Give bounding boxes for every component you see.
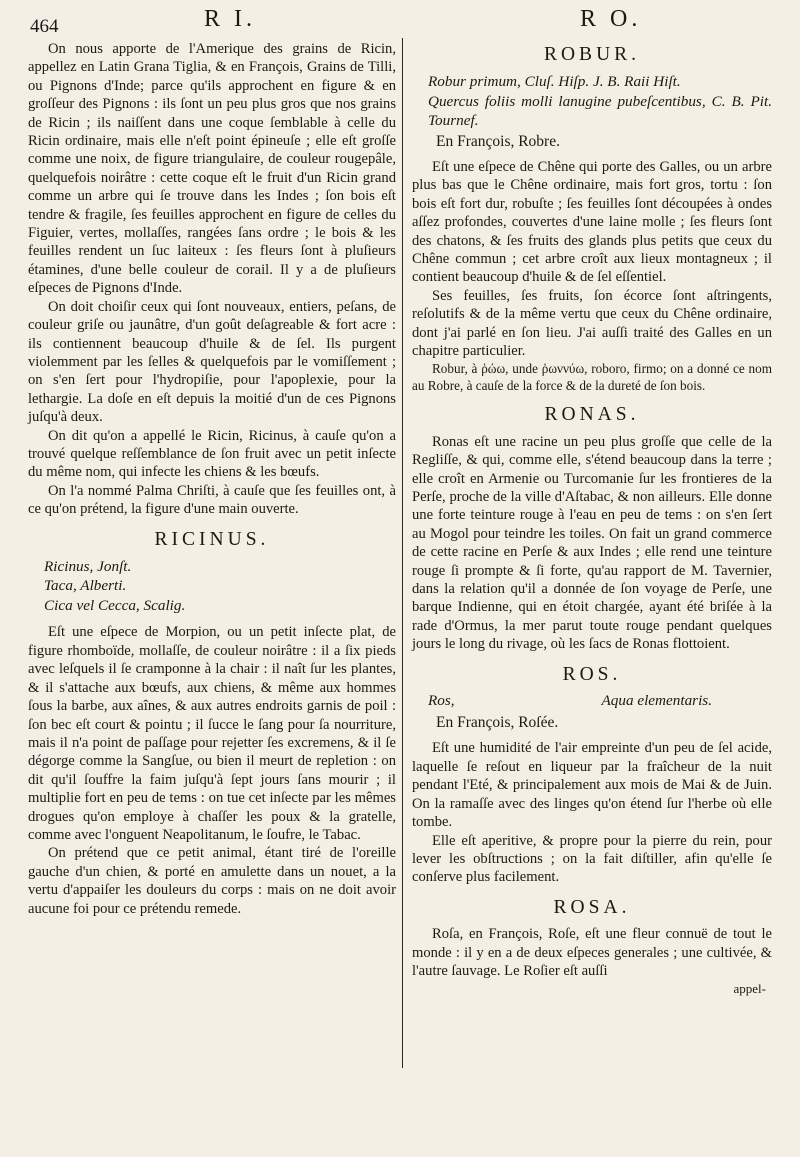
entry-title-ronas: RONAS. — [544, 404, 640, 426]
running-head-left: R I. — [204, 6, 256, 32]
right-column — [412, 40, 772, 999]
page-number: 464 — [30, 16, 59, 37]
paragraph-robur-description: Eſt une eſpece de Chêne qui porte des Galles, ou un arbre plus bas que le Chêne ordinaire, mais fort gros, tortu : ſon bois eſt fort dur, robuſte ; ſes feuilles ſont découpées à ondes aſſez profondes, couvertes d'une laine molle ; ſes fleurs ſont des chatons, & ſes fruits des glands plus petits que ceux du Chêne commun ; cet arbre croît aux lieux montagneux ; il contient beaucoup d'huile & de ſel eſſentiel. — [412, 158, 772, 286]
paragraph-robur-vertus: Ses feuilles, ſes fruits, ſon écorce ſont aſtringents, reſolutifs & de la même vertu que ceux du Chêne ordinaire, dont j'ai parlé en ſon lieu. J'ai auſſi traité des Galles en un chapitre particulier. — [412, 287, 772, 359]
french-name-robre: En François, Robre. — [436, 132, 560, 150]
paragraph-choix-pignons: On doit choiſir ceux qui ſont nouveaux, entiers, peſans, de couleur griſe ou jaunâtre, d'un goût deſagreable & fort acre : ils contiennent beaucoup d'huile & de ſel. Ils purgent violemment par les ſelles & quelquefois par le vomiſſement ; on s'en ſert pour l'hydropiſie, pour l'apoplexie, pour la lethargie. La doſe en eſt depuis la moitié d'un de ces Pignons juſqu'à deux. — [28, 298, 396, 426]
french-name-rosee: En François, Roſée. — [436, 714, 559, 732]
left-column — [28, 40, 396, 918]
entry-title-robur: ROBUR. — [543, 44, 641, 65]
synonym-row-ros — [428, 692, 712, 710]
paragraph-morpion: Eſt une eſpece de Morpion, ou un petit inſecte plat, de figure rhomboïde, mollaſſe, de couleur noirâtre : il a ſix pieds avec leſquels il ſe cramponne à la chair : il naît ſur les plantes, & il s'attache aux bœufs, aux chiens, & même aux hommes ſous la barbe, aux aînes, & aux autres endroits garnis de poil : ſon bec eſt court & pointu ; il ſucce le ſang pour ſa nourriture, mais il n'a point de paſſage pour rejetter ſes excremens, & il ſe dégorge comme la Sangſue, ou bien il meurt de repletion : on dit qu'il ſouffre la faim juſqu'à ſept jours ſans mourir ; il multiplie fort en peu de tems : on tue cet inſecte par les mêmes drogues qu'on employe à chaſſer les poux & la gratelle, comme avec l'onguent Neapolitanum, le ſoufre, le Tabac. — [28, 624, 396, 843]
paragraph-ronas: Ronas eſt une racine un peu plus groſſe que celle de la Regliſſe, & qui, comme elle, s'étend beaucoup dans la terre ; elle croît en Armenie ou Turcomanie ſur les frontieres de la Perſe, proche de la ville d'Aſtabac, & non ailleurs. Elle donne une forte teinture rouge à l'eau en peu de tems : on s'en ſert au Mogol pour teindre les toiles. On fait un grand commerce de cette racine en Perſe & aux Indes ; elle rend une teinture rouge ſi prompte & ſi forte, qu'au rapport de M. Tavernier, dans la relation qu'il a donnée de ſon voyage de Perſe, une barque Indienne, qui en étoit chargée, ayant été briſée à la rade d'Ormus, la mer parut toute rouge pendant quelques jours le long du rivage, où les ſacs de Ronas flottoient. — [412, 433, 772, 653]
paragraph-robur-etymologie: Robur, à ῥώω, unde ῥωννύω, roboro, firmo; on a donné ce nom au Robre, à cauſe de la force & de la dureté de ſon bois. — [412, 361, 772, 394]
synonym-jonst: Ricinus, Jonſt. — [44, 557, 132, 575]
paragraph-grains-de-tilli: On nous apporte de l'Amerique des grains de Ricin, appellez en Latin Grana Tiglia, & en François, Grains de Tilli, ou Pignons d'Inde; parce qu'ils approchent en figure & en groſſeur des Pignons : ils ſont un peu plus gros que nos grains de Ricin ; ils naiſſent dans une coque ſemblable à celle du Ricin ordinaire, mais elle n'eſt point épineuſe ; elle eſt groſſe comme une noix, de figure triangulaire, de couleur rougepâle, quelquefois noirâtre : cette coque eſt le fruit d'un Ricin grand comme un arbre qui ſe trouve dans les Indes ; ſon bois eſt tendre & fragile, ſes feuilles approchent en figure de celles du Figuier, vertes, mollaſſes, rangées ſans ordre ; le bois & les feuilles rendent un ſuc laiteux : ſes fleurs ſont à pluſieurs étamines, d'une belle couleur de corail. Il y a de pluſieurs eſpeces de Pignons d'Inde. — [28, 41, 396, 297]
synonym-ros: Ros, — [428, 692, 455, 710]
column-divider — [402, 38, 403, 1068]
catchword: appel- — [733, 981, 766, 997]
paragraph-ros-vertus: Elle eſt aperitive, & propre pour la pierre du rein, pour lever les obſtructions ; on la fait diſtiller, afin qu'elle ſe conſerve plus facilement. — [412, 832, 772, 886]
entry-title-ros: ROS. — [562, 663, 622, 685]
synonym-alberti: Taca, Alberti. — [44, 577, 127, 595]
synonym-quercus: Quercus foliis molli lanugine pubeſcentibus, C. B. Pit. Tournef. — [428, 92, 772, 130]
synonym-robur-primum: Robur primum, Cluſ. Hiſp. J. B. Raii Hiſt. — [428, 73, 681, 91]
synonym-scalig: Cica vel Cecca, Scalig. — [44, 596, 186, 614]
synonym-aqua-elementaris: Aqua elementaris. — [601, 692, 712, 710]
paragraph-nom-ricinus: On dit qu'on a appellé le Ricin, Ricinus, à cauſe qu'on a trouvé quelque reſſemblance de ſon fruit avec un petit inſecte du même nom, qui infecte les chiens & les bœufs. — [28, 427, 396, 481]
paragraph-amulette: On prétend que ce petit animal, étant tiré de l'oreille gauche d'un chien, & porté en amulette dans un nouet, a la vertu d'appaiſer les douleurs du corps : mais on ne doit avoir aucune foi pour ce prétendu remede. — [28, 845, 396, 917]
entry-title-ricinus: RICINUS. — [154, 528, 270, 550]
entry-title-rosa: ROSA. — [553, 896, 631, 918]
paragraph-rosa: Roſa, en François, Roſe, eſt une fleur connuë de tout le monde : il y en a de deux eſpeces generales ; une cultivée, & l'autre ſauvage. Le Roſier eſt auſſi — [412, 926, 772, 979]
paragraph-palma-christi: On l'a nommé Palma Chriſti, à cauſe que ſes feuilles ont, à ce qu'on prétend, la figure d'une main ouverte. — [28, 482, 396, 518]
paragraph-ros-description: Eſt une humidité de l'air empreinte d'un peu de ſel acide, laquelle ſe reſout en liqueur par la fraîcheur de la nuit pendant l'Eté, & principalement aux mois de Mai & de Juin. On la ramaſſe avec des linges qu'on étend ſur l'herbe où elle tombe. — [412, 740, 772, 831]
running-head-right: R O. — [580, 6, 642, 32]
